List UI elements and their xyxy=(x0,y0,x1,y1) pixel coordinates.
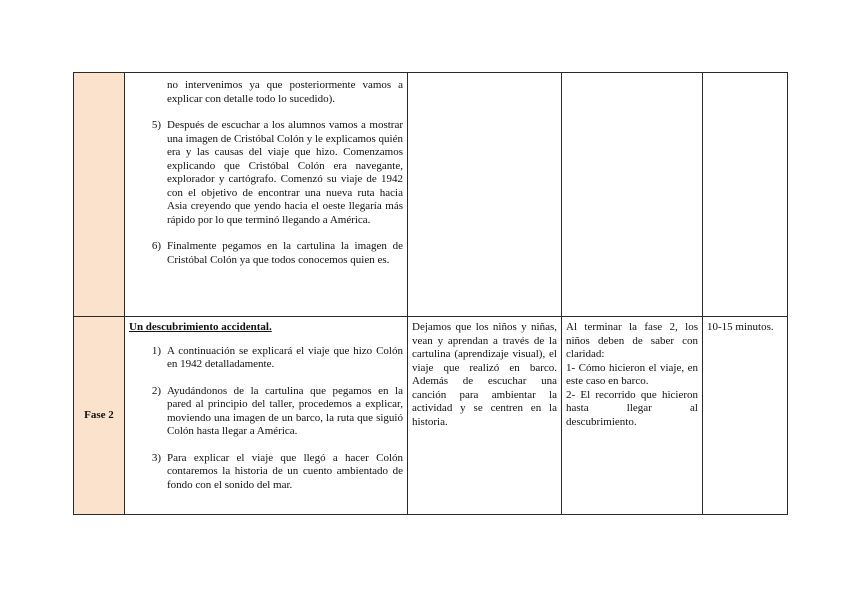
phase-cell-empty xyxy=(74,73,125,317)
objectives-intro: Al terminar la fase 2, los niños deben de saber con claridad: xyxy=(566,321,698,360)
list-number: 1) xyxy=(151,344,161,357)
list-item xyxy=(129,240,403,267)
list-item xyxy=(129,385,403,439)
section-title: Un descubrimiento accidental. xyxy=(129,321,272,333)
duration-cell xyxy=(703,73,788,317)
table-row xyxy=(74,317,788,515)
list-text: A continuación se explicará el viaje que hizo Colón en 1942 detalladamente. xyxy=(167,344,403,370)
activities-cell xyxy=(125,73,408,317)
list-item xyxy=(129,345,403,372)
activity-list xyxy=(129,119,403,267)
objective-item: 2- El recorrido que hicieron hasta llegar al descubrimiento. xyxy=(566,388,698,428)
table-row xyxy=(74,73,788,317)
activities-cell xyxy=(125,317,408,515)
list-text: Finalmente pegamos en la cartulina la imagen de Cristóbal Colón ya que todos conocemos quien es. xyxy=(167,240,403,266)
list-number: 2) xyxy=(151,384,161,397)
list-item xyxy=(129,119,403,227)
list-text: Ayudándonos de la cartulina que pegamos en la pared al principio del taller, procedemos a explicar, moviendo una imagen de un barco, la ruta que siguió Colón hasta llegar a América. xyxy=(167,384,403,437)
list-item xyxy=(129,452,403,493)
lesson-plan-table xyxy=(73,72,788,515)
list-number: 5) xyxy=(151,119,161,131)
list-text: Después de escuchar a los alumnos vamos a mostrar una imagen de Cristóbal Colón y le explicamos quién era y las causas del viaje que hizo. Comenzamos explicando que Cristóbal Colón era navegante, explorador y cartógrafo. Comenzó su viaje de 1942 con el objetivo de encontrar una nueva ruta hacia Asia creyendo que yendo hacia el oeste llegaría más rápido por lo que terminó llegando a América. xyxy=(167,119,403,226)
activity-continuation: no intervenimos ya que posteriormente vamos a explicar con detalle todo lo sucedido). xyxy=(167,79,403,105)
duration-cell: 10-15 minutos. xyxy=(703,317,788,515)
activity-list xyxy=(129,345,403,493)
objective-item: 1- Cómo hicieron el viaje, en este caso en barco. xyxy=(566,361,698,387)
list-number: 3) xyxy=(151,451,161,464)
justification-cell xyxy=(408,73,562,317)
justification-cell: Dejamos que los niños y niñas, vean y aprendan a través de la cartulina (aprendizaje visual), el viaje que realizó en barco. Además de escuchar una canción para ambientar la actividad y se centren en la historia. xyxy=(408,317,562,515)
list-text: Para explicar el viaje que llegó a hacer Colón contaremos la historia de un cuento ambientado de fondo con el sonido del mar. xyxy=(167,451,403,491)
objectives-cell xyxy=(562,73,703,317)
phase-label: Fase 2 xyxy=(74,317,125,515)
list-number: 6) xyxy=(151,240,161,252)
objectives-cell xyxy=(562,317,703,515)
